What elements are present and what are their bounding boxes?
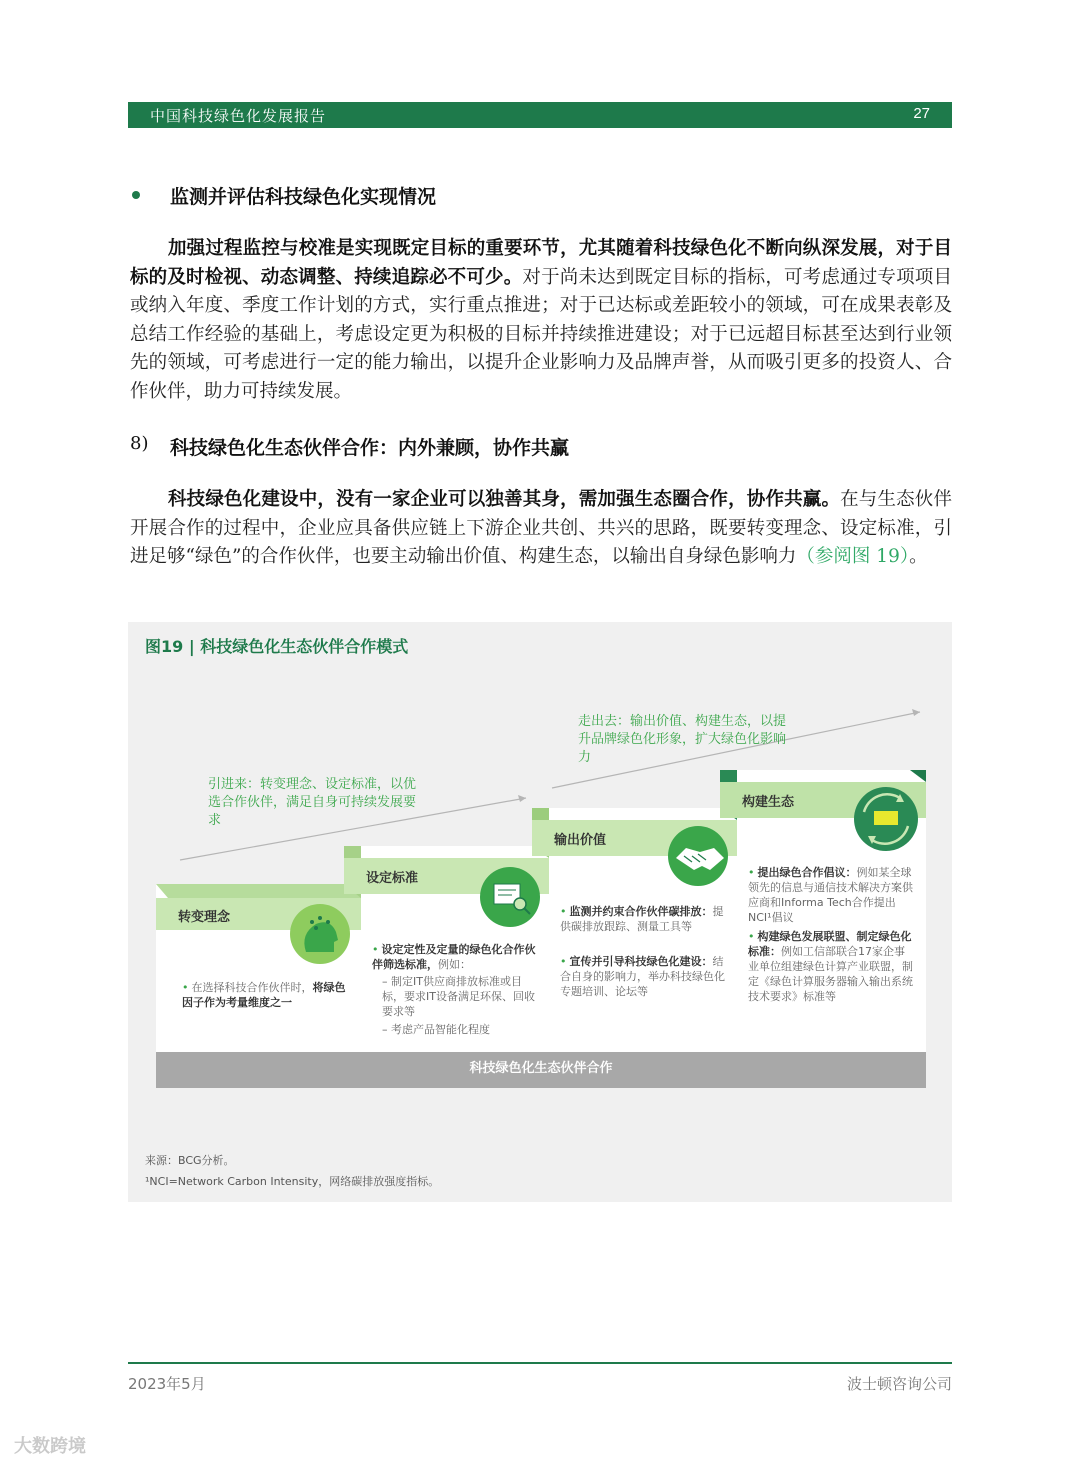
note-bring-in: 引进来：转变理念、设定标准，以优选合作伙伴，满足自身可持续发展要求: [208, 777, 417, 828]
step4-item-bold: 提出绿色合作倡议：: [757, 866, 857, 879]
footer-company: 波士顿咨询公司: [846, 1375, 952, 1393]
step4-item-tail: 例如某全球领先的信息与通信技术解决方案供应商和Informa Tech合作提出NCI¹倡议: [748, 866, 913, 924]
step2-item: • 设定定性及定量的绿色化合作伙伴筛选标准，例如： – 制定IT供应商排放标准或目标，要求IT设备满足环保、回收要求等 – 考虑产品智能化程度: [372, 942, 542, 1037]
cycle-arrows-icon: [854, 787, 918, 851]
arrow-head-left: [518, 795, 526, 802]
step-label-build-ecosystem: 构建生态: [742, 795, 795, 810]
step1-item-lead: 在选择科技合作伙伴时，: [191, 981, 313, 994]
paragraph-ecosystem: [130, 486, 952, 572]
page-number: 27: [913, 105, 930, 122]
step1-item-bold: 将绿色因子作为考量维度之一: [182, 981, 346, 1009]
arrow-head-right: [912, 709, 920, 716]
step2-subitem-text: 制定IT供应商排放标准或目标，要求IT设备满足环保、回收要求等: [382, 975, 535, 1018]
note-go-out: 走出去：输出价值、构建生态，以提升品牌绿色化形象，扩大绿色化影响力: [578, 714, 787, 765]
step2-subitem-text: 考虑产品智能化程度: [391, 1023, 490, 1036]
bullet-dot: [132, 191, 140, 199]
paragraph-monitoring-rest: 对于尚未达到既定目标的指标，可考虑通过专项项目或纳入年度、季度工作计划的方式，实行重点推进；对于已达标或差距较小的领域，可在成果表彰及总结工作经验的基础上，考虑设定更为积极的目标并持续推进建设；对于已远超目标甚至达到行业领先的领域，可考虑进行一定的能力输出，以提升企业影响力及品牌声誉，从而吸引更多的投资人、合作伙伴，助力可持续发展。: [130, 266, 952, 402]
header-bar: [128, 102, 952, 128]
step4-item: • 提出绿色合作倡议：例如某全球领先的信息与通信技术解决方案供应商和Informa Tech合作提出NCI¹倡议: [748, 866, 913, 924]
section-title: 科技绿色化生态伙伴合作：内外兼顾，协作共赢: [170, 437, 570, 459]
report-title: 中国科技绿色化发展报告: [150, 107, 327, 125]
step4-item-tail: 例如工信部联合17家企事业单位组建绿色计算产业联盟，制定《绿色计算服务器输入输出系统技术要求》标准等: [748, 945, 913, 1003]
figure-title: 图19 | 科技绿色化生态伙伴合作模式: [145, 637, 409, 656]
head-network-icon: [290, 904, 350, 964]
step1-band-fold: [156, 884, 361, 898]
watermark-logo: 大数跨境: [14, 1436, 86, 1457]
step3-item-tail: 提供碳排放跟踪、测量工具等: [560, 905, 724, 933]
paragraph-end: 。: [909, 546, 928, 567]
figure-19: [128, 622, 952, 1202]
step1-item: • 在选择科技合作伙伴时，将绿色因子作为考量维度之一: [182, 981, 346, 1009]
step4-item-bold: 构建绿色发展联盟、制定绿色化标准：: [748, 930, 912, 958]
step2-item-bold: 设定定性及定量的绿色化合作伙伴筛选标准，: [372, 943, 536, 971]
figure-footnote: ¹NCI=Network Carbon Intensity，网络碳排放强度指标。: [145, 1175, 440, 1188]
footer-date: 2023年5月: [128, 1375, 206, 1393]
section-number: 8): [130, 433, 149, 454]
footer-divider: [128, 1362, 952, 1364]
document-magnifier-icon: [480, 867, 540, 927]
step2-item-tail: 例如：: [438, 958, 471, 971]
figure-reference-link[interactable]: （参阅图 19）: [796, 546, 910, 567]
step-label-change-concept: 转变理念: [178, 910, 231, 925]
step2-subitem: – 制定IT供应商排放标准或目标，要求IT设备满足环保、回收要求等: [382, 975, 535, 1018]
handshake-icon: [668, 826, 728, 886]
step3-item: • 监测并约束合作伙伴碳排放：提供碳排放跟踪、测量工具等: [560, 905, 724, 933]
paragraph-monitoring-bold: 加强过程监控与校准是实现既定目标的重要环节，尤其随着科技绿色化不断向纵深发展，对于目标的及时检视、动态调整、持续追踪必不可少。: [130, 238, 952, 288]
step3-item-bold: 宣传并引导科技绿色化建设：: [569, 955, 713, 968]
step4-item: • 构建绿色发展联盟、制定绿色化标准：例如工信部联合17家企事业单位组建绿色计算产业联盟，制定《绿色计算服务器输入输出系统技术要求》标准等: [748, 930, 913, 1003]
step3-item-tail: 结合自身的影响力，举办科技绿色化专题培训、论坛等: [560, 955, 725, 998]
paragraph-ecosystem-bold: 科技绿色化建设中，没有一家企业可以独善其身，需加强生态圈合作，协作共赢。: [168, 489, 841, 510]
figure-source: 来源：BCG分析。: [145, 1154, 235, 1167]
paragraph-monitoring: [130, 235, 952, 406]
step-label-set-standards: 设定标准: [366, 871, 419, 886]
bullet-heading: 监测并评估科技绿色化实现情况: [170, 186, 437, 208]
base-label: 科技绿色化生态伙伴合作: [469, 1061, 613, 1076]
step3-item: • 宣传并引导科技绿色化建设：结合自身的影响力，举办科技绿色化专题培训、论坛等: [560, 955, 725, 998]
paragraph-ecosystem-rest: 在与生态伙伴开展合作的过程中，企业应具备供应链上下游企业共创、共兴的思路，既要转变理念、设定标准，引进足够“绿色”的合作伙伴，也要主动输出价值、构建生态，以输出自身绿色影响力: [130, 489, 952, 567]
step2-subitem: – 考虑产品智能化程度: [382, 1023, 490, 1036]
step3-item-bold: 监测并约束合作伙伴碳排放：: [569, 905, 713, 918]
step-label-output-value: 输出价值: [554, 833, 607, 848]
